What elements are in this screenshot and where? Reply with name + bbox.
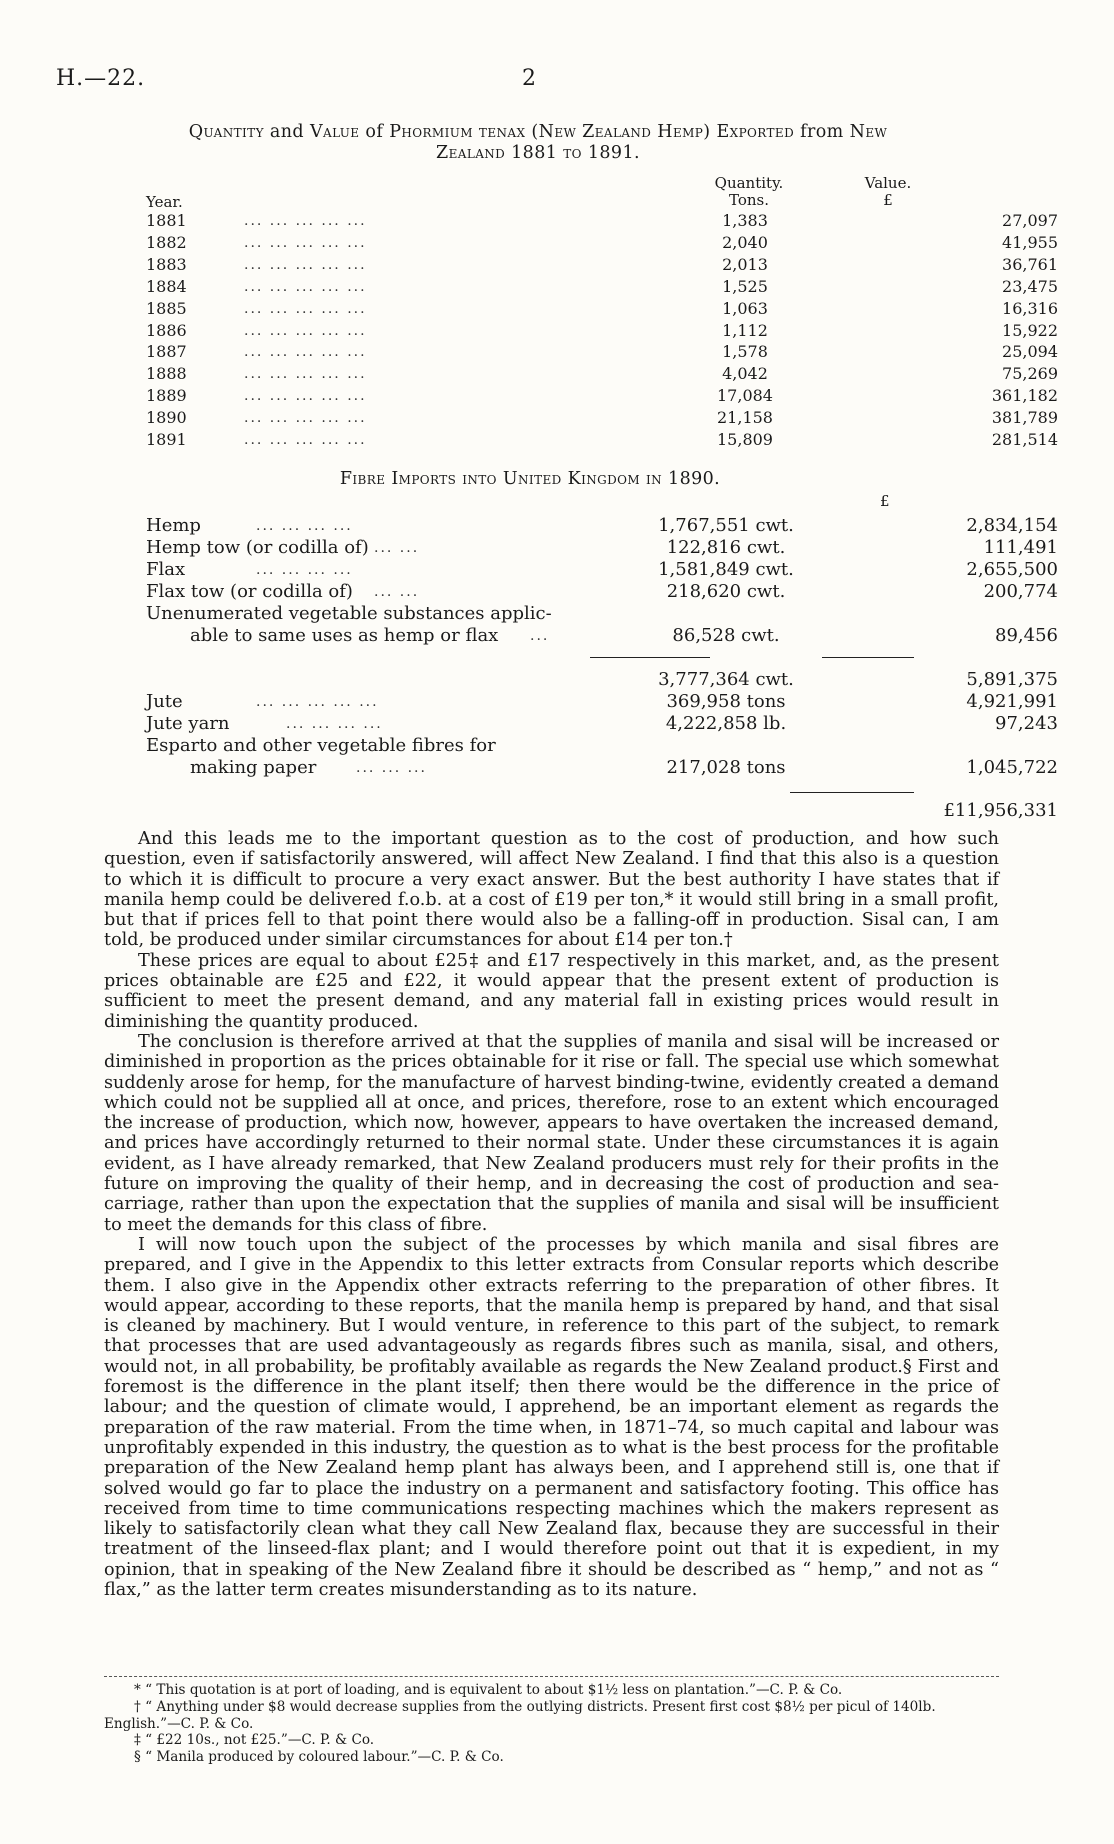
leader-dots: ... ... ... ... ... [256,694,379,710]
title-part: Quantity [188,122,264,142]
value-cell: 36,761 [1002,254,1058,274]
title-part: New Zealand Hemp [538,122,704,142]
table2-row [146,735,926,757]
paragraph: The conclusion is therefore arrived at that the supplies of manila and sisal will be increased or diminished in proportion as the prices obtainable for it rise or fall. The special use which somewhat suddenly arose for hemp, for the manufacture of harvest binding-twine, evidently created a demand which could not be supplied all at once, and prices, therefore, rose to an extent which encouraged the increase of production, which now, however, appears to have overtaken the increased demand, and prices have accordingly returned to their normal state. Under these circumstances it is again evident, as I have already remarked, that New Zealand producers must rely for their profits in the future on improving the quality of their hemp, and in decreasing the cost of production and sea-carriage, rather than upon the expectation that the supplies of manila and sisal will be insufficient to meet the demands for this class of fibre. [104,1031,999,1235]
page-number: 2 [522,66,536,91]
leader-dots: ... ... ... ... [256,562,353,578]
leader-dots: ... ... ... ... ... [244,388,367,405]
document-reference: H.—22. [56,66,146,91]
table1-row [146,429,1058,451]
footnote: § “ Manila produced by coloured labour.”—C. P. & Co. [134,1749,504,1766]
year-cell: 1882 [146,232,187,252]
year-cell: 1884 [146,276,187,296]
leader-dots: ... ... ... ... ... [244,410,367,427]
quantity-cell: 21,158 [717,408,773,428]
year-cell: 1891 [146,430,187,449]
title-part: and [263,122,310,142]
amount-cell: 1,767,551 cwt. [658,515,794,536]
year-cell: 1885 [146,298,187,318]
year-cell: 1886 [146,320,187,340]
value-cell: 381,789 [991,408,1058,428]
fibre-label: making paper [190,757,317,778]
leader-dots: ... ... [374,540,420,556]
table2-row [146,603,926,625]
table2-row [146,757,1058,779]
value-cell: 2,655,500 [966,559,1058,580]
leader-dots: ... ... ... ... ... [244,432,367,448]
title-part: Exported [716,122,795,142]
table2-total-row [146,800,1058,822]
table2-row [146,515,1058,537]
table2-subtotal-row [146,669,1058,691]
year-cell: 1883 [146,254,187,274]
amount-cell: 218,620 cwt. [666,581,786,602]
leader-dots: ... ... ... ... ... [244,322,367,339]
title-part: New [849,122,888,142]
subtotal-amount: 3,777,364 cwt. [658,669,794,690]
amount-cell: 369,958 tons [666,691,786,712]
title-part: Phormium tenax [389,122,526,142]
footnote: * “ This quotation is at port of loading, and is equivalent to about $1½ less on plantation.”—C. P. & Co. [134,1682,843,1698]
leader-dots: ... ... ... ... ... [244,256,367,273]
table2-row [146,537,1058,559]
value-cell: 16,316 [1002,298,1058,318]
amount-cell: 86,528 cwt. [672,625,780,646]
value-cell: 281,514 [991,430,1058,449]
value-cell: 2,834,154 [966,515,1058,536]
table2-pound-header: £ [880,492,890,510]
amount-cell: 4,222,858 lb. [665,713,787,734]
quantity-cell: 2,040 [722,232,768,252]
table1-row [146,341,1058,363]
amount-cell: 122,816 cwt. [666,537,786,558]
quantity-cell: 15,809 [717,430,773,449]
title-part: Value [309,122,360,142]
footnote-rule [104,1676,999,1677]
table2-row [146,625,1058,647]
quantity-cell: 1,383 [722,211,768,230]
quantity-cell: 1,063 [722,298,768,318]
value-cell: 89,456 [995,625,1058,646]
table1-row [146,298,1058,320]
value-cell: 200,774 [983,581,1058,602]
quantity-cell: 1,578 [722,342,768,362]
value-cell: 97,243 [995,713,1058,734]
value-column-header: Value. [864,174,912,192]
quantity-cell: 4,042 [722,364,768,384]
qty-column-header: Quantity. [714,174,784,192]
fibre-label: Hemp tow (or codilla of) [146,537,369,558]
table1-row [146,232,1058,254]
value-unit-header: £ [883,191,893,209]
amount-cell: 1,581,849 cwt. [658,559,794,580]
paragraph: And this leads me to the important question as to the cost of production, and how such question, even if satisfactorily answered, will affect New Zealand. I find that this also is a question to which it is difficult to procure a very exact answer. But the best authority I have states that if manila hemp could be delivered f.o.b. at a cost of £19 per ton,* it would still bring in a small profit, but that if prices fell to that point there would also be a falling-off in production. Sisal can, I am told, be produced under similar circumstances for about £14 per ton.† [104,829,999,951]
value-cell: 25,094 [1002,342,1058,362]
table1-row [146,254,1058,276]
leader-dots: ... ... ... [356,760,427,776]
subtotal-rule-amount [590,657,710,658]
table2-row [146,581,1058,603]
footnotes [104,1682,999,1766]
fibre-label: Esparto and other vegetable fibres for [146,735,496,756]
year-cell: 1889 [146,386,187,406]
table1-title [98,122,978,164]
leader-dots: ... ... ... ... [256,518,353,534]
table1-title-line1 [98,122,978,143]
fibre-label: Unenumerated vegetable substances applic- [146,603,552,624]
value-cell: 75,269 [1002,364,1058,384]
year-column-header: Year. [146,193,183,211]
subtotal-rule-value [822,657,914,658]
leader-dots: ... ... ... ... ... [244,300,367,317]
value-cell: 4,921,991 [966,691,1058,712]
leader-dots: ... ... ... ... ... [244,213,367,229]
paragraph: These prices are equal to about £25‡ and £17 respectively in this market, and, as the present prices obtainable are £25 and £22, it would appear that the present extent of production is sufficient to meet the present demand, and any material fall in existing prices would result in diminishing the quantity produced. [104,950,999,1032]
qty-unit-header: Tons. [729,191,769,209]
total-rule [790,792,914,793]
leader-dots: ... [530,628,550,644]
table1-row [146,385,1058,407]
title-part: ( [525,122,539,142]
quantity-cell: 2,013 [722,254,768,274]
title-part: from [794,122,850,142]
table1-title-line2: Zealand 1881 to 1891. [436,143,640,163]
year-cell: 1881 [146,211,187,230]
fibre-label: Jute [146,691,183,712]
value-cell: 23,475 [1002,276,1058,296]
table1-row [146,276,1058,298]
subtotal-value: 5,891,375 [966,669,1058,690]
value-cell: 1,045,722 [966,757,1058,778]
quantity-cell: 17,084 [717,386,773,406]
table2-row [146,713,1058,735]
fibre-label: Flax tow (or codilla of) [146,581,353,602]
fibre-label: Jute yarn [146,713,230,734]
value-cell: 111,491 [983,537,1058,558]
leader-dots: ... ... ... ... ... [244,278,367,295]
year-cell: 1888 [146,364,187,384]
fibre-label: Hemp [146,515,201,536]
title-part: of [359,122,390,142]
value-cell: 15,922 [1002,320,1058,340]
leader-dots: ... ... ... ... ... [244,344,367,361]
table2-title: Fibre Imports into United Kingdom in 1890. [339,469,721,489]
year-cell: 1887 [146,342,187,362]
value-cell: 27,097 [1002,211,1058,230]
table2-row [146,691,1058,713]
body-text [104,829,999,1600]
paragraph: I will now touch upon the subject of the processes by which manila and sisal fibres are prepared, and I give in the Appendix to this letter extracts from Consular reports which describe them. I also give in the Appendix other extracts referring to the preparation of other fibres. It would appear, according to these reports, that the manila hemp is prepared by hand, and that sisal is cleaned by machinery. But I would venture, in reference to this part of the subject, to remark that processes that are used advantageously as regards fibres such as manila, sisal, and others, would not, in all probability, be profitably available as regards the New Zealand product.§ First and foremost is the difference in the plant itself; then there would be the difference in the price of labour; and the question of climate would, I apprehend, be an important element as regards the preparation of the raw material. From the time when, in 1871–74, so much capital and labour was unprofitably expended in this industry, the question as to what is the best process for the profitable preparation of the New Zealand hemp plant has always been, and I apprehend still is, one that if solved would go far to place the industry on a permanent and satisfactory footing. This office has received from time to time communications respecting machines which the makers represent as likely to satisfactorily clean what they call New Zealand flax, because they are successful in their treatment of the linseed-flax plant; and I would therefore point out that it is expedient, in my opinion, that in speaking of the New Zealand fibre it should be described as “ hemp,” and not as “ flax,” as the latter term creates misunderstanding as to its nature. [104,1234,999,1600]
table1-row [146,210,1058,232]
fibre-label: Flax [146,559,186,580]
footnote: † “ Anything under $8 would decrease supplies from the outlying districts. Present first cost $8½ per picul of 140lb. English.”—C. P. & Co. [104,1698,936,1732]
leader-dots: ... ... ... ... [286,716,383,732]
title-part: ) [703,122,717,142]
table1-row [146,320,1058,342]
fibre-label: able to same uses as hemp or flax [190,625,499,646]
value-cell: 41,955 [1002,232,1058,252]
leader-dots: ... ... [374,584,420,600]
leader-dots: ... ... ... ... ... [244,366,367,383]
table1-row [146,363,1058,385]
quantity-cell: 1,112 [722,320,768,340]
footnote: ‡ “ £22 10s., not £25.”—C. P. & Co. [134,1732,375,1749]
value-cell: 361,182 [991,386,1058,406]
amount-cell: 217,028 tons [666,757,786,778]
grand-total: £11,956,331 [943,800,1058,821]
year-cell: 1890 [146,408,187,428]
quantity-cell: 1,525 [722,276,768,296]
table2-row [146,559,1058,581]
table1-row [146,407,1058,429]
leader-dots: ... ... ... ... ... [244,234,367,251]
